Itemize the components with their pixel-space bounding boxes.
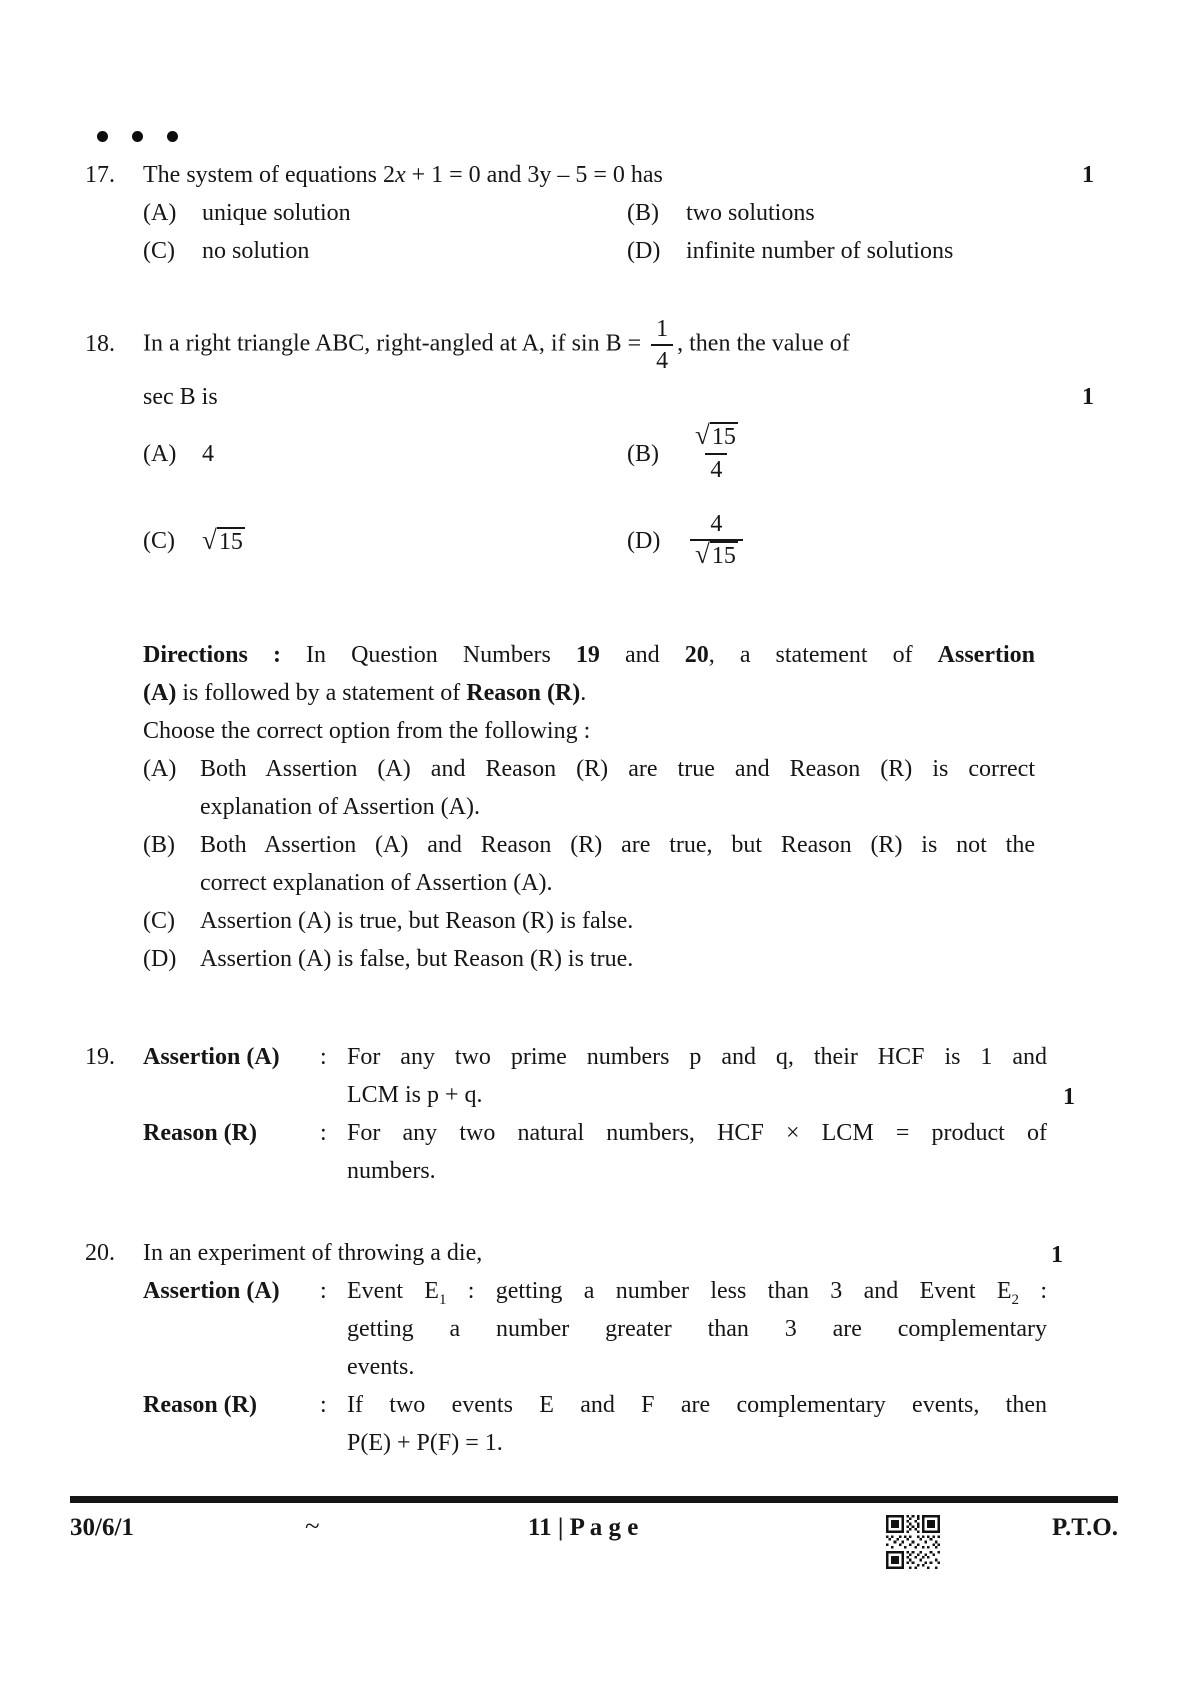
tilde-mark: ~ bbox=[305, 1511, 320, 1541]
question-18-line1 bbox=[85, 314, 1105, 376]
option-label: (A) bbox=[143, 756, 177, 782]
fraction-denominator bbox=[690, 539, 743, 572]
fraction-numerator bbox=[690, 422, 743, 453]
option-text: 4 bbox=[202, 440, 214, 467]
text-segment: In a right triangle ABC, right-angled at A, if sin B = bbox=[143, 330, 648, 357]
text-segment: Event E bbox=[347, 1278, 439, 1304]
text-line: For any two natural numbers, HCF × LCM = product of bbox=[347, 1120, 1047, 1146]
option-label: (B) bbox=[143, 832, 175, 858]
question-marks: 1 bbox=[1063, 1084, 1075, 1110]
option-text-line: explanation of Assertion (A). bbox=[200, 794, 480, 820]
question-marks: 1 bbox=[1051, 1242, 1063, 1268]
text-segment-bold: 19 bbox=[575, 642, 600, 668]
text-line: P(E) + P(F) = 1. bbox=[347, 1430, 503, 1456]
radicand: 15 bbox=[218, 528, 243, 555]
text-segment: , a statement of bbox=[708, 642, 938, 668]
reason-label: Reason (R) bbox=[143, 1392, 257, 1418]
bullet-dot bbox=[132, 131, 143, 142]
assertion-row bbox=[85, 1272, 1105, 1386]
fraction-numerator: 4 bbox=[710, 511, 723, 537]
option-label: (A) bbox=[143, 200, 177, 226]
option-text-line: Both Assertion (A) and Reason (R) are true and Reason (R) is correct bbox=[200, 756, 1035, 782]
text-line: numbers. bbox=[347, 1158, 436, 1184]
option-label: (A) bbox=[143, 440, 177, 467]
question-18-line2 bbox=[85, 378, 1105, 416]
directions-option-c bbox=[143, 902, 1035, 940]
text-line: events. bbox=[347, 1354, 415, 1380]
pto-label: P.T.O. bbox=[1052, 1514, 1118, 1541]
directions-option-a bbox=[143, 750, 1035, 826]
radicand: 15 bbox=[711, 424, 736, 450]
option-text-line: Both Assertion (A) and Reason (R) are true, but Reason (R) is not the bbox=[200, 832, 1035, 858]
question-number: 18. bbox=[85, 330, 115, 357]
question-number: 19. bbox=[85, 1044, 115, 1070]
option-label: (C) bbox=[143, 238, 175, 264]
reason-row bbox=[85, 1114, 1105, 1190]
page-number: 11 | P a g e bbox=[528, 1514, 639, 1541]
text-line: getting a number greater than 3 are complementary bbox=[347, 1316, 1047, 1342]
reason-label: Reason (R) bbox=[143, 1120, 257, 1146]
question-18-options bbox=[143, 422, 1105, 572]
square-root bbox=[695, 541, 738, 569]
option-label: (D) bbox=[627, 527, 661, 554]
question-20-intro bbox=[85, 1234, 1105, 1272]
option-c bbox=[143, 509, 627, 572]
colon: : bbox=[320, 1120, 327, 1146]
fraction-denominator: 4 bbox=[705, 453, 727, 485]
question-number: 20. bbox=[85, 1240, 115, 1266]
directions-choose: Choose the correct option from the following : bbox=[143, 718, 591, 744]
option-label: (C) bbox=[143, 908, 175, 934]
option-text bbox=[200, 902, 1035, 940]
subscript: 1 bbox=[438, 1292, 447, 1308]
option-b bbox=[627, 422, 1105, 485]
option-text bbox=[200, 940, 1035, 978]
assertion-label: Assertion (A) bbox=[143, 1278, 280, 1304]
paper-code: 30/6/1 bbox=[70, 1514, 134, 1541]
directions-block bbox=[143, 636, 1035, 978]
text-segment-bold: 20 bbox=[684, 642, 709, 668]
page-footer bbox=[70, 1496, 1118, 1583]
directions-heading: Directions : bbox=[143, 642, 307, 668]
option-a bbox=[143, 422, 627, 485]
qr-code bbox=[886, 1515, 940, 1569]
square-root bbox=[202, 524, 245, 555]
text-line bbox=[347, 1272, 1047, 1310]
assertion-label: Assertion (A) bbox=[143, 1044, 280, 1070]
reason-row bbox=[85, 1386, 1105, 1462]
radical-sign: √ bbox=[695, 539, 710, 569]
text-segment: and bbox=[599, 642, 685, 668]
radical-sign: √ bbox=[202, 524, 217, 555]
option-text-line: Assertion (A) is true, but Reason (R) is false. bbox=[200, 908, 634, 934]
subscript: 2 bbox=[1011, 1292, 1020, 1308]
colon: : bbox=[320, 1044, 327, 1070]
question-number: 17. bbox=[85, 162, 115, 188]
text-segment: The system of equations 2 bbox=[143, 162, 395, 188]
option-text: unique solution bbox=[202, 200, 351, 226]
option-text bbox=[200, 750, 1035, 826]
question-19 bbox=[85, 1038, 1105, 1190]
text-segment: : bbox=[1019, 1278, 1048, 1304]
radical-sign: √ bbox=[695, 420, 710, 450]
question-marks: 1 bbox=[1082, 384, 1094, 410]
question-text bbox=[143, 156, 1071, 194]
question-text: sec B is bbox=[143, 384, 218, 410]
option-c bbox=[143, 232, 627, 270]
option-text bbox=[200, 826, 1035, 902]
option-a bbox=[143, 194, 627, 232]
option-d bbox=[627, 509, 1105, 572]
text-segment: In Question Numbers bbox=[306, 642, 576, 668]
square-root bbox=[695, 422, 738, 450]
question-text bbox=[143, 314, 1105, 376]
fraction-numerator: 1 bbox=[656, 316, 669, 342]
colon: : bbox=[320, 1392, 327, 1418]
text-segment-bold: (A) bbox=[143, 680, 177, 706]
option-d bbox=[627, 232, 1105, 270]
fraction-denominator: 4 bbox=[651, 344, 673, 376]
text-line: LCM is p + q. bbox=[347, 1082, 483, 1108]
question-17-line bbox=[85, 156, 1105, 194]
text-segment-bold: Assertion bbox=[937, 642, 1035, 668]
assertion-text bbox=[347, 1038, 1047, 1114]
option-b bbox=[627, 194, 1105, 232]
text-segment: is followed by a statement of bbox=[176, 680, 467, 706]
question-text: In an experiment of throwing a die, bbox=[143, 1240, 483, 1266]
bullet-dots bbox=[85, 130, 1105, 142]
bullet-dot bbox=[97, 131, 108, 142]
text-segment: , then the value of bbox=[677, 330, 850, 357]
assertion-text bbox=[347, 1272, 1047, 1386]
option-text-line: correct explanation of Assertion (A). bbox=[200, 870, 553, 896]
text-segment: + 1 = 0 and 3y – 5 = 0 has bbox=[405, 162, 663, 188]
option-text: no solution bbox=[202, 238, 310, 264]
footer-rule bbox=[70, 1496, 1118, 1503]
option-text: infinite number of solutions bbox=[686, 238, 954, 264]
reason-text bbox=[347, 1114, 1047, 1190]
option-text: two solutions bbox=[686, 200, 815, 226]
option-label: (D) bbox=[143, 946, 177, 972]
option-label: (B) bbox=[627, 200, 659, 226]
colon: : bbox=[320, 1278, 327, 1304]
question-18 bbox=[85, 314, 1105, 572]
question-marks: 1 bbox=[1082, 162, 1094, 188]
directions-option-d bbox=[143, 940, 1035, 978]
radicand: 15 bbox=[711, 543, 736, 569]
fraction bbox=[690, 509, 743, 572]
question-20 bbox=[85, 1234, 1105, 1462]
option-label: (C) bbox=[143, 527, 175, 554]
fraction bbox=[651, 314, 673, 376]
directions-line1 bbox=[143, 636, 1035, 674]
text-segment-bold: Reason (R) bbox=[466, 680, 581, 706]
question-17-options bbox=[143, 194, 1105, 270]
question-17 bbox=[85, 156, 1105, 270]
footer-row bbox=[70, 1503, 1118, 1583]
reason-text bbox=[347, 1386, 1047, 1462]
directions-option-b bbox=[143, 826, 1035, 902]
text-line: For any two prime numbers p and q, their HCF is 1 and bbox=[347, 1044, 1047, 1070]
fraction bbox=[690, 422, 743, 485]
option-label: (B) bbox=[627, 440, 659, 467]
bullet-dot bbox=[167, 131, 178, 142]
text-segment: : getting a number less than 3 and Event E bbox=[446, 1278, 1012, 1304]
option-text-line: Assertion (A) is false, but Reason (R) is true. bbox=[200, 946, 634, 972]
option-label: (D) bbox=[627, 238, 661, 264]
text-segment: . bbox=[580, 680, 587, 706]
math-variable: x bbox=[394, 162, 406, 188]
assertion-row bbox=[85, 1038, 1105, 1114]
directions-line2 bbox=[143, 674, 1035, 712]
text-line: If two events E and F are complementary events, then bbox=[347, 1392, 1047, 1418]
